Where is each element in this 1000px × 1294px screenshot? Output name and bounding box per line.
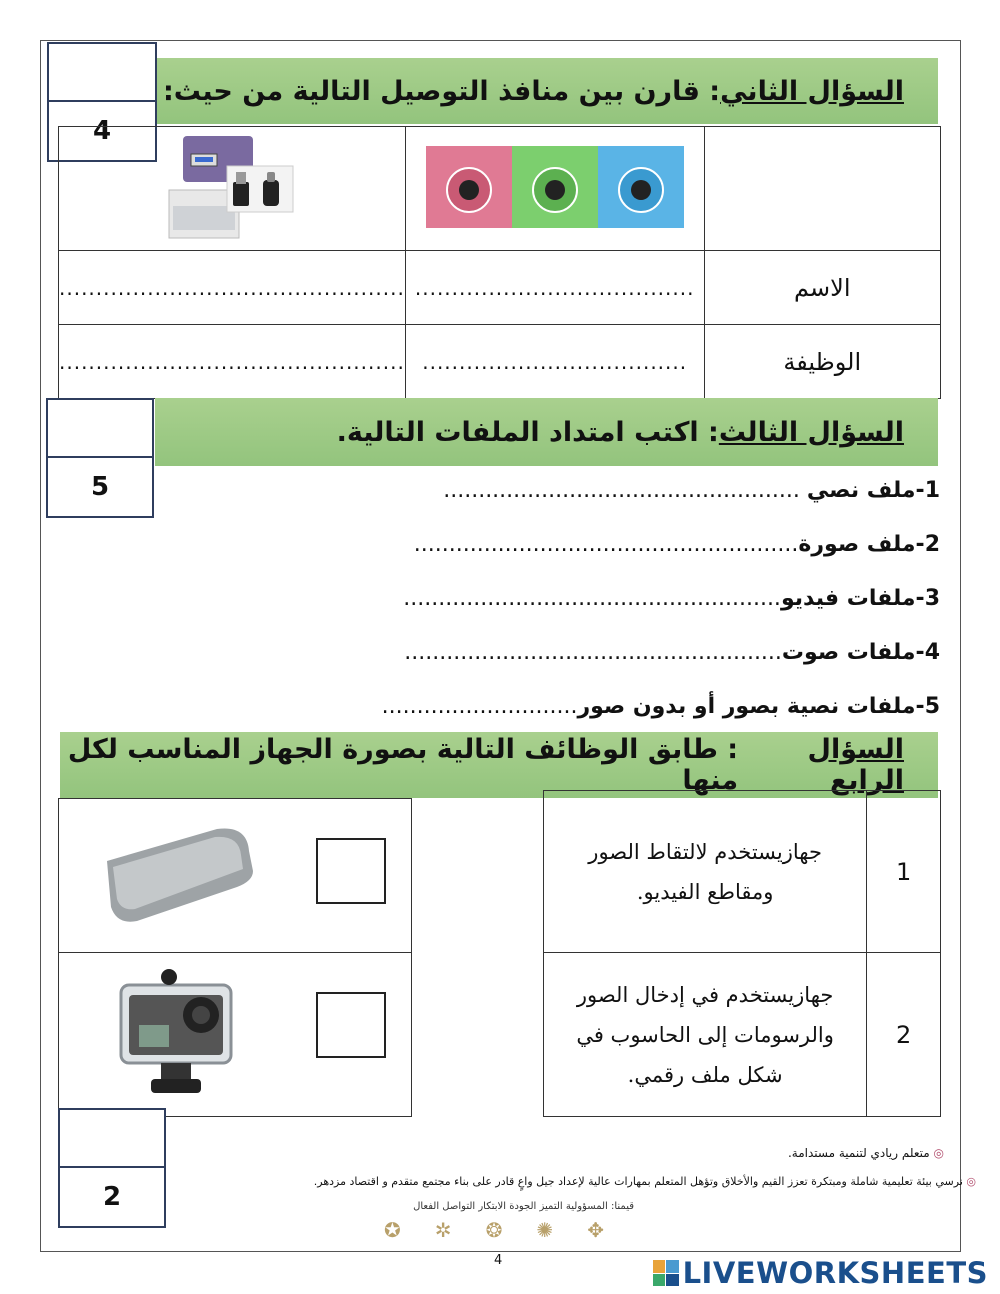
device-row-camera: [59, 953, 412, 1117]
empty-header-cell: [704, 127, 940, 251]
vision-line: [788, 1146, 944, 1160]
device-row-hdd: [59, 799, 412, 953]
mission-text: نرسي بيئة تعليمية شاملة ومبتكرة تعزز القيم والأخلاق وتؤهل المتعلم بمهارات عالية لإعداد جيل واعٍ قادر على بناء مجتمع متقدم و اقتصاد مزدهر.: [313, 1175, 963, 1188]
function-label: الوظيفة: [704, 325, 940, 399]
liveworksheets-brand[interactable]: [653, 1256, 988, 1290]
score-blank[interactable]: [48, 400, 152, 458]
function-number-1: 1: [867, 791, 941, 953]
q4-functions-table: [543, 790, 941, 1117]
q3-item-5: [382, 694, 940, 719]
q3-item-4: [404, 640, 940, 665]
communication-icon: ✪: [384, 1218, 401, 1242]
q3-title-text: : اكتب امتداد الملفات التالية.: [336, 416, 719, 448]
liveworksheets-logo-icon: [653, 1260, 679, 1286]
responsibility-icon: ✥: [587, 1218, 604, 1242]
q3-item-3: [403, 586, 940, 611]
innovation-icon: ✲: [434, 1218, 452, 1242]
function-text-1: جهازيستخدم لالتقاط الصور ومقاطع الفيديو.: [544, 791, 867, 953]
name-answer-usb[interactable]: ...............................................: [59, 251, 406, 325]
q3-item-answer[interactable]: ......................................................: [404, 640, 782, 665]
function-answer-audio[interactable]: ....................................: [405, 325, 704, 399]
action-camera-image: [111, 965, 241, 1105]
q3-item-label: 3-ملفات فيديو: [780, 586, 940, 611]
q2-compare-table: [58, 126, 941, 399]
q3-item-answer[interactable]: ...................................................: [443, 478, 807, 503]
q3-item-answer[interactable]: .......................................................: [413, 532, 799, 557]
score-blank[interactable]: [49, 44, 155, 102]
q2-score: 4: [92, 116, 112, 146]
function-answer-usb[interactable]: ...............................................: [59, 325, 406, 399]
q3-item-answer[interactable]: ......................................................: [403, 586, 781, 611]
match-box-2[interactable]: [316, 992, 386, 1058]
quality-icon: ❂: [485, 1218, 503, 1242]
name-label: الاسم: [704, 251, 940, 325]
q3-score: 5: [90, 472, 110, 502]
q3-title-label: السؤال الثالث: [718, 416, 904, 448]
q3-item-label: 5-ملفات نصية بصور أو بدون صور: [577, 694, 940, 719]
q4-title-label: السؤال الرابع: [807, 734, 904, 796]
values-line: قيمنا: المسؤولية التميز الجودة الابتكار التواصل الفعال: [413, 1201, 634, 1212]
function-text-2: جهازيستخدم في إدخال الصور والرسومات إلى الحاسوب في شكل ملف رقمي.: [544, 953, 867, 1117]
q2-header: [155, 58, 938, 124]
target-icon: ◎: [966, 1175, 976, 1188]
q3-item-label: 2-ملف صورة: [798, 532, 940, 557]
q3-item-1: [443, 478, 940, 503]
q3-item-answer[interactable]: ............................: [381, 694, 578, 719]
q3-item-2: [414, 532, 940, 557]
score-blank[interactable]: [60, 1110, 164, 1168]
mission-line: [314, 1175, 976, 1188]
name-answer-audio[interactable]: ......................................: [405, 251, 704, 325]
page-number: 4: [494, 1253, 503, 1268]
q2-title-text: : قارن بين منافذ التوصيل التالية من حيث:: [162, 75, 721, 107]
vision-text: متعلم ريادي لتنمية مستدامة.: [787, 1146, 930, 1160]
function-number-2: 2: [867, 953, 941, 1117]
q3-item-label: 1-ملف نصي: [806, 478, 940, 503]
q3-header: [155, 398, 938, 466]
values-icons: [384, 1218, 604, 1242]
usb-image-cell: [59, 127, 406, 251]
excellence-icon: ✺: [536, 1218, 554, 1242]
q4-header: [60, 732, 938, 798]
brand-text: LIVEWORKSHEETS: [682, 1256, 988, 1290]
match-box-1[interactable]: [316, 838, 386, 904]
usb-ports-image: [167, 134, 297, 240]
q4-score-box: [58, 1108, 166, 1228]
external-drive-image: [97, 821, 257, 931]
audio-jacks-image: [426, 146, 684, 228]
q4-score: 2: [102, 1182, 122, 1212]
q4-devices-table: [58, 798, 412, 1117]
q2-title-label: السؤال الثاني: [720, 75, 904, 107]
q3-score-box: [46, 398, 154, 518]
audio-image-cell: [405, 127, 704, 251]
q4-title-text: : طابق الوظائف التالية بصورة الجهاز المناسب لكل منها: [67, 734, 739, 796]
target-icon: ◎: [933, 1146, 944, 1160]
q3-item-label: 4-ملفات صوت: [781, 640, 940, 665]
